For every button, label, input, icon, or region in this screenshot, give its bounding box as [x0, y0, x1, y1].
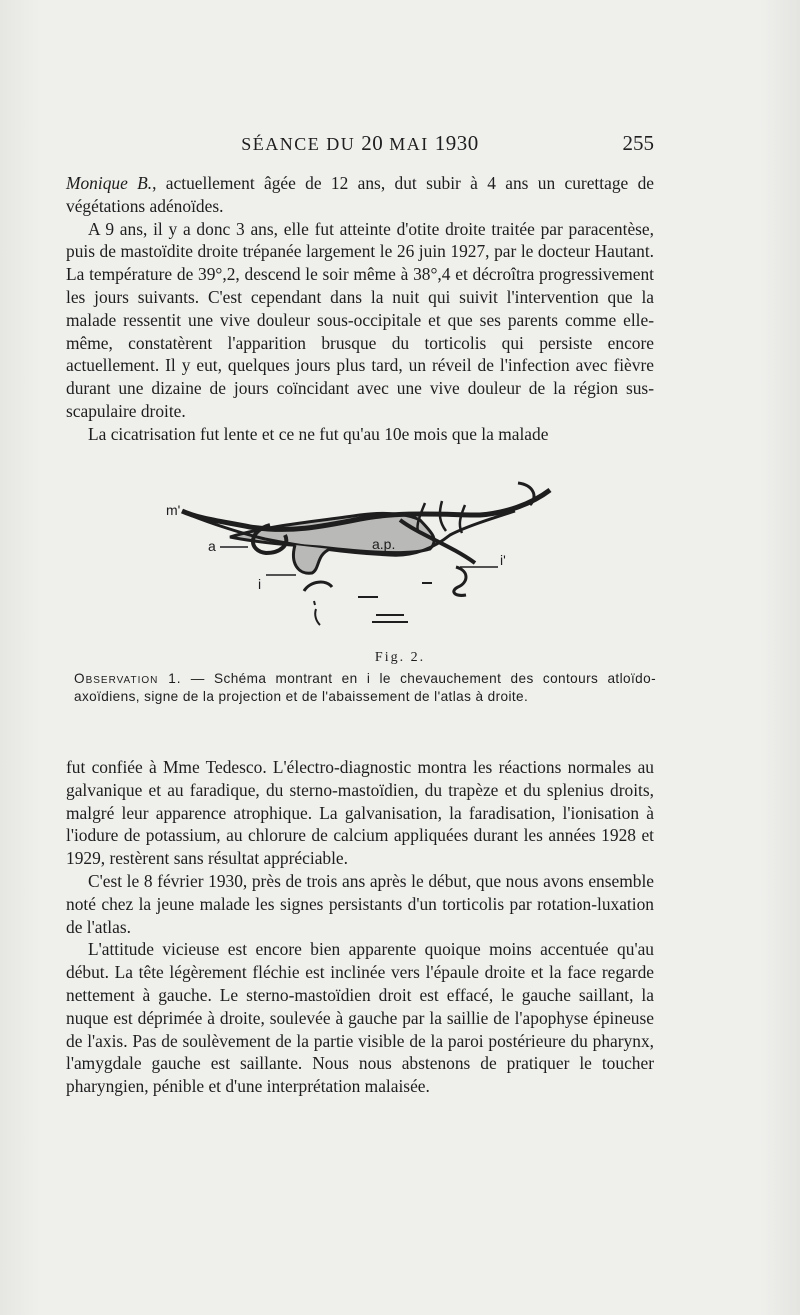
observation-caption — [74, 670, 656, 706]
running-head — [66, 131, 654, 161]
shaded-projection-area — [230, 513, 434, 552]
running-title-prefix: SÉANCE DU — [241, 134, 356, 154]
running-title-year: 1930 — [434, 131, 479, 155]
paragraph — [66, 172, 654, 218]
patient-name: Monique B. — [66, 173, 153, 193]
paragraph: C'est le 8 février 1930, près de trois ans après le début, que nous avons ensemble noté chez la jeune malade les signes persistants d'un torticolis par rotation-luxation de l'atlas. — [66, 870, 654, 937]
body-text-top — [66, 172, 654, 446]
label-ap: a.p. — [372, 536, 396, 552]
figure-schema — [120, 475, 600, 640]
small-mark — [314, 601, 315, 605]
label-a: a — [208, 538, 216, 554]
axis-lower — [304, 582, 332, 591]
figure-caption: Fig. 2. — [374, 650, 426, 665]
label-m-prime: m' — [166, 502, 181, 518]
hook-mid — [294, 545, 330, 573]
paragraph-text: , actuellement âgée de 12 ans, dut subir à 4 ans un curettage de végétations adénoïdes. — [66, 173, 654, 216]
axis-right-s — [454, 567, 466, 595]
paragraph: L'attitude vicieuse est encore bien apparente quoique moins accentuée qu'au début. La tête légèrement fléchie est inclinée vers l'épaule droite et la face regarde nettement à gauche. Le sterno-mastoïdien droit est effacé, le gauche saillant, la nuque est déprimée à droite, soulevée à gauche par la saillie de l'apophyse épineuse de l'axis. Pas de soulèvement de la partie visible de la paroi postérieure du pharynx, l'amygdale gauche est saillante. Nous nous abstenons de pratiquer le toucher pharyngien, pénible et d'une interprétation malaisée. — [66, 939, 654, 1097]
observation-label: Observation 1. — [74, 671, 182, 686]
label-i: i — [258, 576, 262, 592]
running-title — [66, 131, 654, 156]
running-title-day: 20 — [361, 131, 384, 155]
observation-text: — Schéma montrant en i le chevauchement des contours atloïdo-axoïdiens, signe de la projection et de l'abaissement de l'atlas à droite. — [74, 671, 657, 704]
body-text-bottom — [66, 756, 654, 1098]
page-number: 255 — [622, 131, 654, 155]
label-i-prime: i' — [500, 552, 506, 568]
running-title-month: MAI — [389, 134, 429, 154]
paragraph: A 9 ans, il y a donc 3 ans, elle fut atteinte d'otite droite traitée par paracentèse, puis de mastoïdite droite trépanée largement le 26 juin 1927, par le docteur Hautant. La température de 39°,2, descend le soir même à 38°,4 et décroîtra progressivement les jours suivants. C'est cependant dans la nuit qui suivit l'intervention que la malade ressentit une vive douleur sous-occipitale et que ses parents comme elle-même, constatèrent l'apparition brusque du torticolis qui persiste encore actuellement. Il y eut, quelques jours plus tard, un réveil de l'infection avec fièvre durant une dizaine de jours coïncidant avec une vive douleur de la région sus-scapulaire droite. — [66, 218, 654, 421]
paragraph: La cicatrisation fut lente et ce ne fut qu'au 10e mois que la malade — [88, 423, 549, 444]
paragraph: fut confiée à Mme Tedesco. L'électro-diagnostic montra les réactions normales au galvanique et au faradique, du sterno-mastoïdien, du trapèze et du splenius droits, malgré leur apparence atrophique. La galvanisation, la faradisation, l'ionisation à l'iodure de potassium, au chlorure de calcium appliquées durant les années 1928 et 1929, restèrent sans résultat appréciable. — [66, 757, 654, 869]
small-mark — [315, 609, 320, 625]
atlas-axis-diagram — [120, 475, 600, 640]
